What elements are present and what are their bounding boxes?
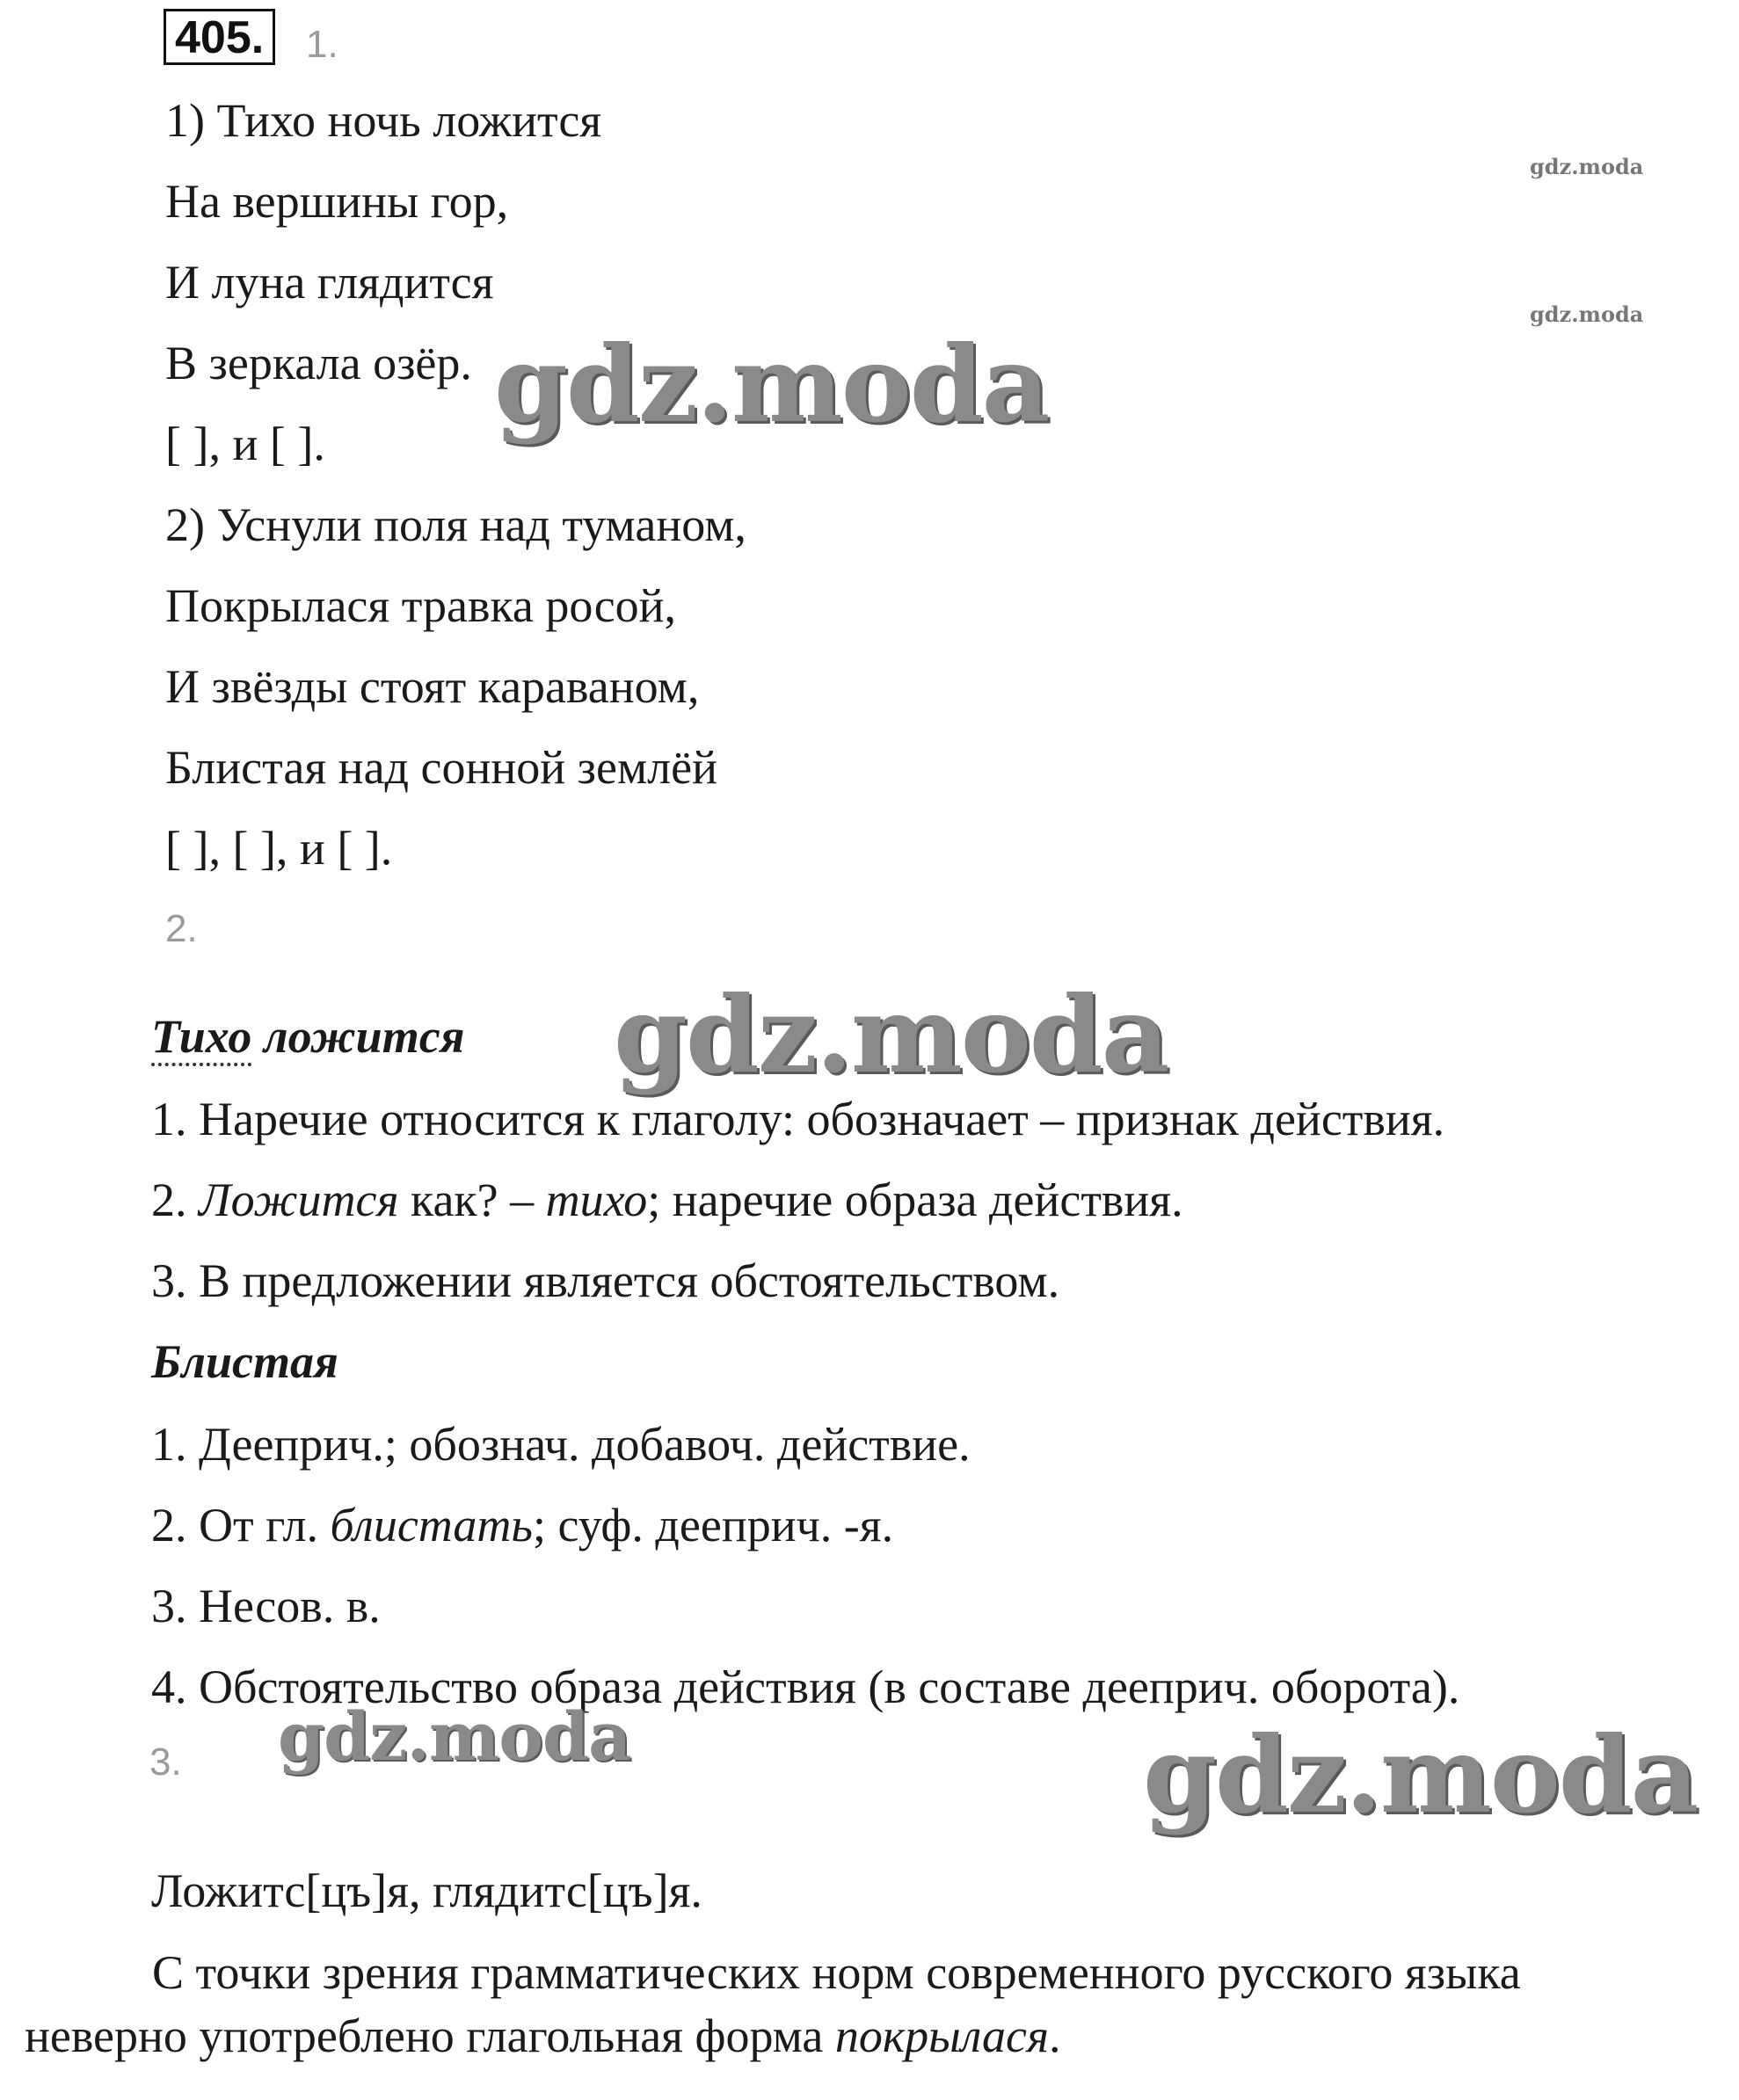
watermark-small-1: gdz.moda xyxy=(1530,154,1644,179)
grammar-conclusion-end: . xyxy=(1049,2009,1061,2062)
poem1-line-1: 1) Тихо ночь ложится xyxy=(165,94,602,147)
analysis2-item2-word: блистать xyxy=(330,1499,534,1551)
analysis2-item2-prefix: 2. От гл. xyxy=(151,1499,331,1551)
poem2-line-3: И звёзды стоят караваном, xyxy=(165,660,700,713)
analysis1-item2-word1: Ложится xyxy=(199,1174,399,1226)
poem2-scheme: [ ], [ ], и [ ]. xyxy=(165,822,393,875)
analysis2-heading: Блистая xyxy=(151,1335,338,1388)
analysis1-heading-adverb: Тихо xyxy=(151,1010,251,1066)
poem1-line-3: И луна глядится xyxy=(165,256,494,309)
analysis2-item-1: 1. Дееприч.; обознач. добавоч. действие. xyxy=(151,1418,971,1471)
poem1-line-2: На вершины гор, xyxy=(165,175,509,228)
phonetic-transcription: Ложитс[цъ]я, глядитс[цъ]я. xyxy=(151,1864,702,1917)
analysis1-item2-prefix: 2. xyxy=(151,1174,199,1226)
analysis2-item2-suffix: ; суф. дееприч. -я. xyxy=(533,1499,894,1551)
analysis1-item-1: 1. Наречие относится к глаголу: обозначает – признак действия. xyxy=(151,1093,1445,1145)
exercise-number: 405. xyxy=(164,9,275,65)
grammar-conclusion-word: покрылася xyxy=(834,2009,1050,2062)
watermark-large-2: gdz.moda xyxy=(614,973,1168,1097)
analysis1-item2-mid: как? – xyxy=(398,1174,546,1226)
watermark-medium-1: gdz.moda xyxy=(278,1697,631,1776)
analysis1-item2-word2: тихо xyxy=(545,1174,648,1226)
grammar-conclusion-text: С точки зрения грамматических норм современного русского языка неверно употреблено глагольная форма xyxy=(25,1946,1521,2062)
analysis1-heading xyxy=(151,1010,465,1063)
part-1-marker: 1. xyxy=(306,23,338,66)
poem2-line-1: 2) Уснули поля над туманом, xyxy=(165,498,746,551)
part-2-marker: 2. xyxy=(165,907,198,950)
analysis1-heading-verb: ложится xyxy=(263,1010,465,1063)
analysis1-item-3: 3. В предложении является обстоятельством. xyxy=(151,1254,1060,1307)
grammar-conclusion-paragraph xyxy=(25,1941,1660,2067)
analysis2-item-4: 4. Обстоятельство образа действия (в составе дееприч. оборота). xyxy=(151,1660,1460,1713)
analysis1-item-2 xyxy=(151,1176,1183,1224)
poem1-scheme: [ ], и [ ]. xyxy=(165,418,325,470)
analysis2-item-3: 3. Несов. в. xyxy=(151,1580,381,1632)
poem2-line-2: Покрылася травка росой, xyxy=(165,579,677,632)
watermark-large-1: gdz.moda xyxy=(494,323,1049,447)
poem1-line-4: В зеркала озёр. xyxy=(165,337,472,389)
part-3-marker: 3. xyxy=(149,1740,182,1784)
analysis1-item2-suffix: ; наречие образа действия. xyxy=(647,1174,1183,1226)
watermark-large-3: gdz.moda xyxy=(1143,1713,1698,1837)
poem2-line-4: Блистая над сонной землёй xyxy=(165,741,717,794)
analysis2-item-2 xyxy=(151,1501,893,1549)
watermark-small-2: gdz.moda xyxy=(1530,302,1644,327)
